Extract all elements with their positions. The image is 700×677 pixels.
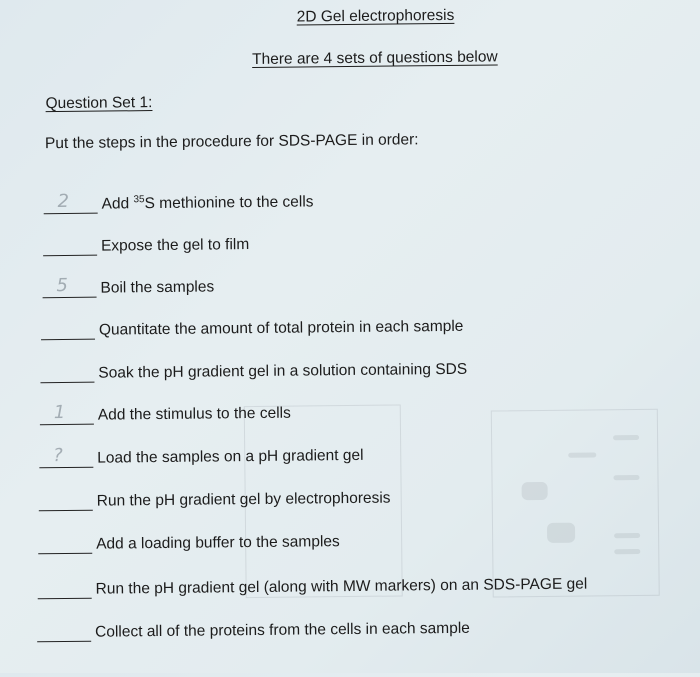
- document-title: 2D Gel electrophoresis: [296, 6, 455, 26]
- handwritten-answer: ?: [53, 445, 63, 467]
- step-text: Add a loading buffer to the samples: [96, 533, 340, 553]
- bleed-through-box-right: [491, 409, 660, 598]
- answer-blank[interactable]: [40, 364, 94, 384]
- answer-blank[interactable]: [39, 492, 93, 512]
- handwritten-answer: 2: [57, 190, 70, 213]
- question-set-heading: Question Set 1:: [45, 94, 153, 113]
- step-item: [43, 235, 249, 256]
- handwritten-answer: 5: [56, 274, 69, 297]
- step-item: [40, 360, 467, 383]
- step-item: [41, 317, 464, 340]
- step-item: [37, 619, 470, 643]
- bleed-through-spot: [547, 523, 575, 543]
- bleed-through-spot: [522, 482, 548, 500]
- question-instructions: Put the steps in the procedure for SDS-PAGE in order:: [44, 131, 419, 153]
- step-text: Run the pH gradient gel (along with MW markers) on an SDS-PAGE gel: [95, 575, 588, 598]
- step-text: Load the samples on a pH gradient gel: [97, 446, 364, 467]
- step-text: Add the stimulus to the cells: [97, 404, 291, 424]
- step-text: Soak the pH gradient gel in a solution containing SDS: [98, 360, 468, 382]
- step-text: Run the pH gradient gel by electrophoresis: [96, 489, 391, 510]
- step-text: Boil the samples: [100, 278, 215, 297]
- answer-blank[interactable]: [39, 445, 93, 469]
- answer-blank[interactable]: [38, 535, 92, 555]
- answer-blank[interactable]: [43, 237, 97, 257]
- bleed-through-band: [613, 475, 639, 480]
- document-subtitle: There are 4 sets of questions below: [252, 48, 498, 69]
- bleed-through-band: [568, 452, 596, 457]
- step-item: [38, 575, 588, 600]
- step-item: [42, 274, 215, 298]
- answer-blank[interactable]: [40, 401, 94, 426]
- handwritten-answer: 1: [53, 401, 66, 424]
- step-text-prefix: Add: [101, 195, 134, 213]
- step-text: Expose the gel to film: [100, 236, 250, 255]
- answer-blank[interactable]: [42, 274, 96, 299]
- answer-blank[interactable]: [37, 623, 91, 643]
- isotope-superscript: 35: [133, 194, 145, 206]
- answer-blank[interactable]: [38, 580, 92, 600]
- step-text: Collect all of the proteins from the cells in each sample: [94, 619, 470, 641]
- step-item: [38, 532, 340, 554]
- step-text: [102, 192, 314, 213]
- step-item: [39, 489, 391, 512]
- step-item: [39, 446, 363, 468]
- step-item: [44, 192, 314, 214]
- step-item: [40, 401, 291, 426]
- bleed-through-band: [614, 533, 640, 538]
- bleed-through-band: [613, 435, 639, 440]
- step-text-main: S methionine to the cells: [144, 193, 314, 213]
- answer-blank[interactable]: [41, 321, 95, 341]
- answer-blank[interactable]: [44, 190, 98, 215]
- step-text: Quantitate the amount of total protein in each sample: [98, 317, 464, 339]
- bleed-through-band: [614, 549, 640, 554]
